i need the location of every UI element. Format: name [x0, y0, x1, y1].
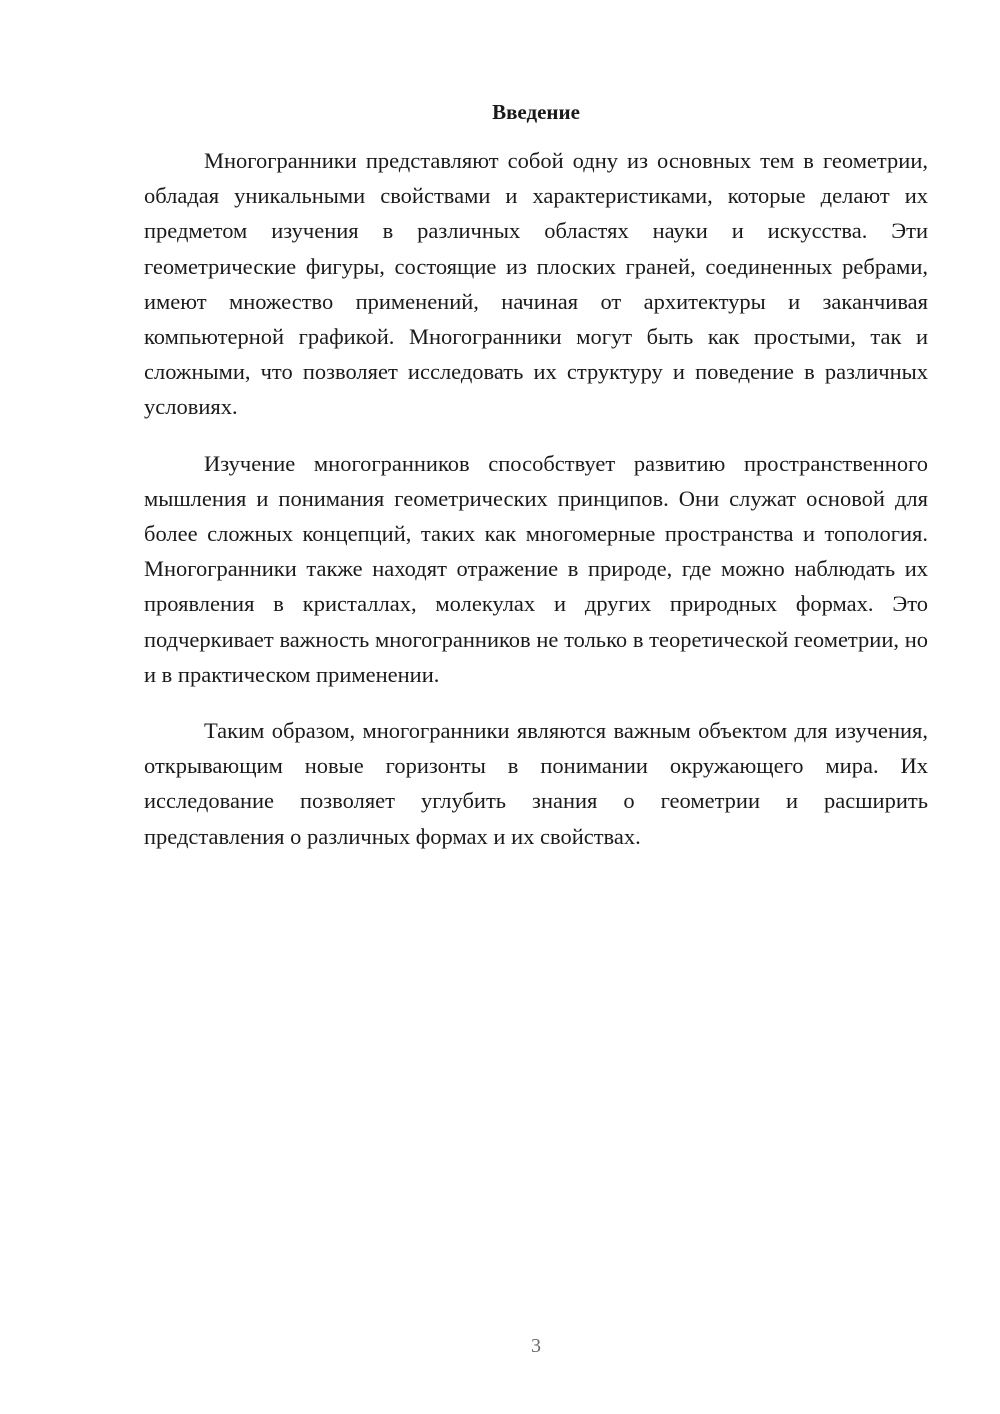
- paragraph-3: Таким образом, многогранники являются важным объектом для изучения, открывающим новые горизонты в понимании окружающего мира. Их исследование позволяет углубить знания о геометрии и расширить представления о различных формах и их свойствах.: [144, 718, 928, 849]
- body-text: [144, 143, 928, 875]
- section-heading: Введение: [492, 100, 580, 124]
- paragraph-2: Изучение многогранников способствует развитию пространственного мышления и понимания геометрических принципов. Они служат основой для более сложных концепций, таких как многомерные пространства и топология. Многогранники также находят отражение в природе, где можно наблюдать их проявления в кристаллах, молекулах и других природных формах. Это подчеркивает важность многогранников не только в теоретической геометрии, но и в практическом применении.: [144, 450, 928, 687]
- paragraph-1: Многогранники представляют собой одну из основных тем в геометрии, обладая уникальными свойствами и характеристиками, которые делают их предметом изучения в различных областях науки и искусства. Эти геометрические фигуры, состоящие из плоских граней, соединенных ребрами, имеют множество применений, начиная от архитектуры и заканчивая компьютерной графикой. Многогранники могут быть как простыми, так и сложными, что позволяет исследовать их структуру и поведение в различных условиях.: [144, 148, 928, 420]
- page-number: 3: [531, 1335, 541, 1357]
